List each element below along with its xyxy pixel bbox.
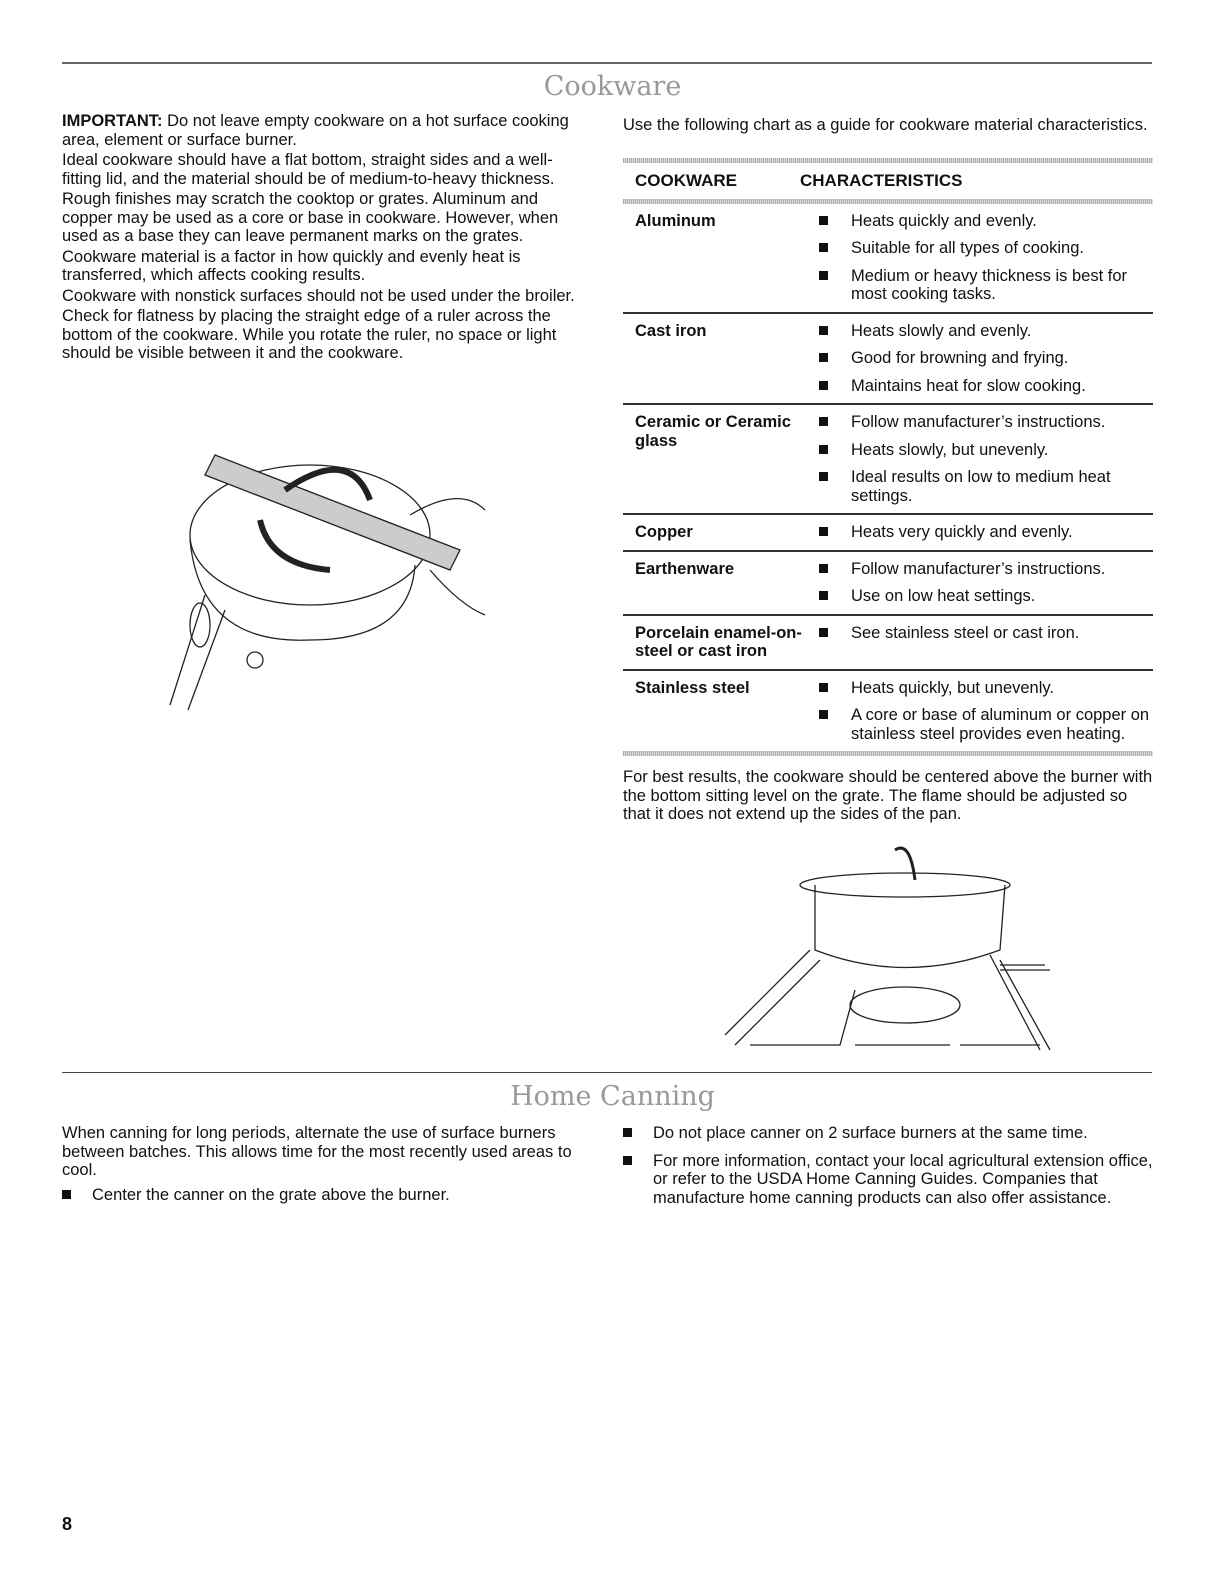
characteristic-item: [817, 560, 1153, 579]
bullet-text: Do not place canner on 2 surface burners at the same time.: [653, 1124, 1088, 1142]
bullet-icon: [817, 679, 841, 698]
page-number: 8: [62, 1514, 73, 1534]
bullet-icon: [817, 587, 841, 606]
bullet-text: For more information, contact your local agricultural extension office, or refer to the USDA Home Canning Guides. Companies that manufacture home canning products can also offer assistance.: [653, 1151, 1153, 1207]
table-row: [623, 515, 1153, 552]
bullet-text: Center the canner on the grate above the burner.: [92, 1185, 450, 1204]
characteristic-item: [817, 679, 1153, 698]
cookware-title: Cookware: [543, 71, 682, 102]
material-name: Copper: [635, 523, 693, 541]
canning-intro: When canning for long periods, alternate the use of surface burners between batches. This allows time for the most recently used areas to cool.: [62, 1124, 572, 1179]
table-row: [623, 204, 1153, 314]
bullet-icon: [817, 267, 841, 304]
table-row: [623, 552, 1153, 616]
ruler-on-pan-illustration: [160, 445, 500, 720]
characteristic-item: [817, 706, 1153, 743]
characteristic-item: [817, 523, 1153, 542]
bullet-icon: [817, 212, 841, 231]
bullet-icon: [817, 468, 841, 505]
important-note: [62, 112, 590, 149]
characteristic-item: [817, 349, 1153, 368]
bullet-icon: [817, 239, 841, 258]
bullet-icon: [817, 413, 841, 432]
bullet-icon: [817, 706, 841, 743]
characteristic-text: Follow manufacturer’s instructions.: [851, 559, 1106, 578]
divider: [62, 62, 1152, 64]
bullet-icon: [817, 349, 841, 368]
characteristic-item: [817, 212, 1153, 231]
important-label: IMPORTANT:: [62, 112, 163, 130]
best-results-text: For best results, the cookware should be centered above the burner with the bottom sitting level on the grate. The flame should be adjusted so that it does not extend up the sides of the pan.: [623, 768, 1153, 823]
header-cookware: COOKWARE: [635, 171, 737, 190]
material-name: Cast iron: [635, 321, 707, 340]
characteristic-item: [817, 624, 1153, 643]
canning-right-column: [623, 1124, 1153, 1207]
bullet-icon: [817, 624, 841, 643]
table-row: [623, 671, 1153, 752]
characteristic-item: [817, 468, 1153, 505]
characteristic-text: Heats very quickly and evenly.: [851, 523, 1073, 541]
bullet-icon: [817, 523, 841, 542]
divider: [62, 1072, 1152, 1073]
characteristic-text: Heats quickly and evenly.: [851, 211, 1037, 230]
pot-on-burner-illustration: [720, 840, 1060, 1060]
characteristic-text: Suitable for all types of cooking.: [851, 239, 1084, 257]
characteristics: [817, 212, 1153, 304]
table-bottom-border: [623, 751, 1153, 756]
characteristic-text: Medium or heavy thickness is best for most cooking tasks.: [851, 266, 1128, 303]
bullet-icon: [817, 560, 841, 579]
bullet-icon: [623, 1152, 653, 1208]
material-name: Earthenware: [635, 559, 735, 578]
bullet-icon: [62, 1186, 92, 1205]
paragraph: Ideal cookware should have a flat bottom, straight sides and a well-fitting lid, and the material should be of medium-to-heavy thickness.: [62, 151, 555, 188]
characteristic-text: Heats slowly and evenly.: [851, 321, 1032, 340]
characteristic-text: Good for browning and frying.: [851, 349, 1069, 367]
characteristics: [817, 624, 1153, 661]
bullet-icon: [817, 322, 841, 341]
characteristic-text: A core or base of aluminum or copper on stainless steel provides even heating.: [851, 706, 1150, 743]
header-characteristics: CHARACTERISTICS: [800, 171, 963, 190]
characteristic-item: [817, 267, 1153, 304]
characteristic-text: See stainless steel or cast iron.: [851, 623, 1080, 642]
characteristic-item: [817, 587, 1153, 606]
characteristic-item: [817, 322, 1153, 341]
characteristics: [817, 322, 1153, 396]
characteristics: [817, 560, 1153, 606]
characteristic-text: Maintains heat for slow cooking.: [851, 376, 1086, 395]
table-row: [623, 405, 1153, 515]
bullet-icon: [817, 377, 841, 396]
characteristics: [817, 679, 1153, 744]
characteristic-item: [817, 413, 1153, 432]
paragraph: Cookware with nonstick surfaces should not be used under the broiler.: [62, 286, 575, 305]
list-item: [62, 1186, 577, 1205]
bullet-icon: [817, 441, 841, 460]
cookware-table: [623, 158, 1153, 756]
important-text: Do not leave empty cookware on a hot surface cooking area, element or surface burner.: [62, 112, 569, 149]
table-row: [623, 616, 1153, 671]
chart-intro: Use the following chart as a guide for cookware material characteristics.: [623, 116, 1148, 134]
material-name: Stainless steel: [635, 678, 750, 697]
characteristic-item: [817, 239, 1153, 258]
characteristic-text: Ideal results on low to medium heat settings.: [851, 468, 1111, 505]
paragraph: Check for flatness by placing the straight edge of a ruler across the bottom of the cookware. While you rotate the ruler, no space or light should be visible between it and the cookware.: [62, 307, 557, 362]
characteristics: [817, 413, 1153, 505]
characteristics: [817, 523, 1153, 542]
table-header: [623, 163, 1153, 199]
bullet-icon: [623, 1124, 653, 1143]
characteristic-text: Use on low heat settings.: [851, 587, 1036, 605]
characteristic-text: Follow manufacturer’s instructions.: [851, 413, 1106, 431]
cookware-left-column: [62, 112, 590, 365]
material-name: Ceramic or Ceramic glass: [635, 413, 791, 450]
characteristic-text: Heats slowly, but unevenly.: [851, 440, 1049, 459]
canning-title: Home Canning: [510, 1081, 715, 1112]
material-name: Porcelain enamel-on-steel or cast iron: [635, 623, 802, 660]
paragraph: Cookware material is a factor in how quickly and evenly heat is transferred, which affects cooking results.: [62, 247, 521, 284]
characteristic-item: [817, 441, 1153, 460]
material-name: Aluminum: [635, 211, 716, 230]
table-row: [623, 314, 1153, 406]
characteristic-item: [817, 377, 1153, 396]
characteristic-text: Heats quickly, but unevenly.: [851, 678, 1054, 697]
list-item: [623, 1152, 1153, 1208]
list-item: [623, 1124, 1153, 1143]
canning-left-column: [62, 1124, 577, 1204]
paragraph: Rough finishes may scratch the cooktop or grates. Aluminum and copper may be used as a core or base in cookware. However, when used as a base they can leave permanent marks on the grates.: [62, 190, 559, 245]
